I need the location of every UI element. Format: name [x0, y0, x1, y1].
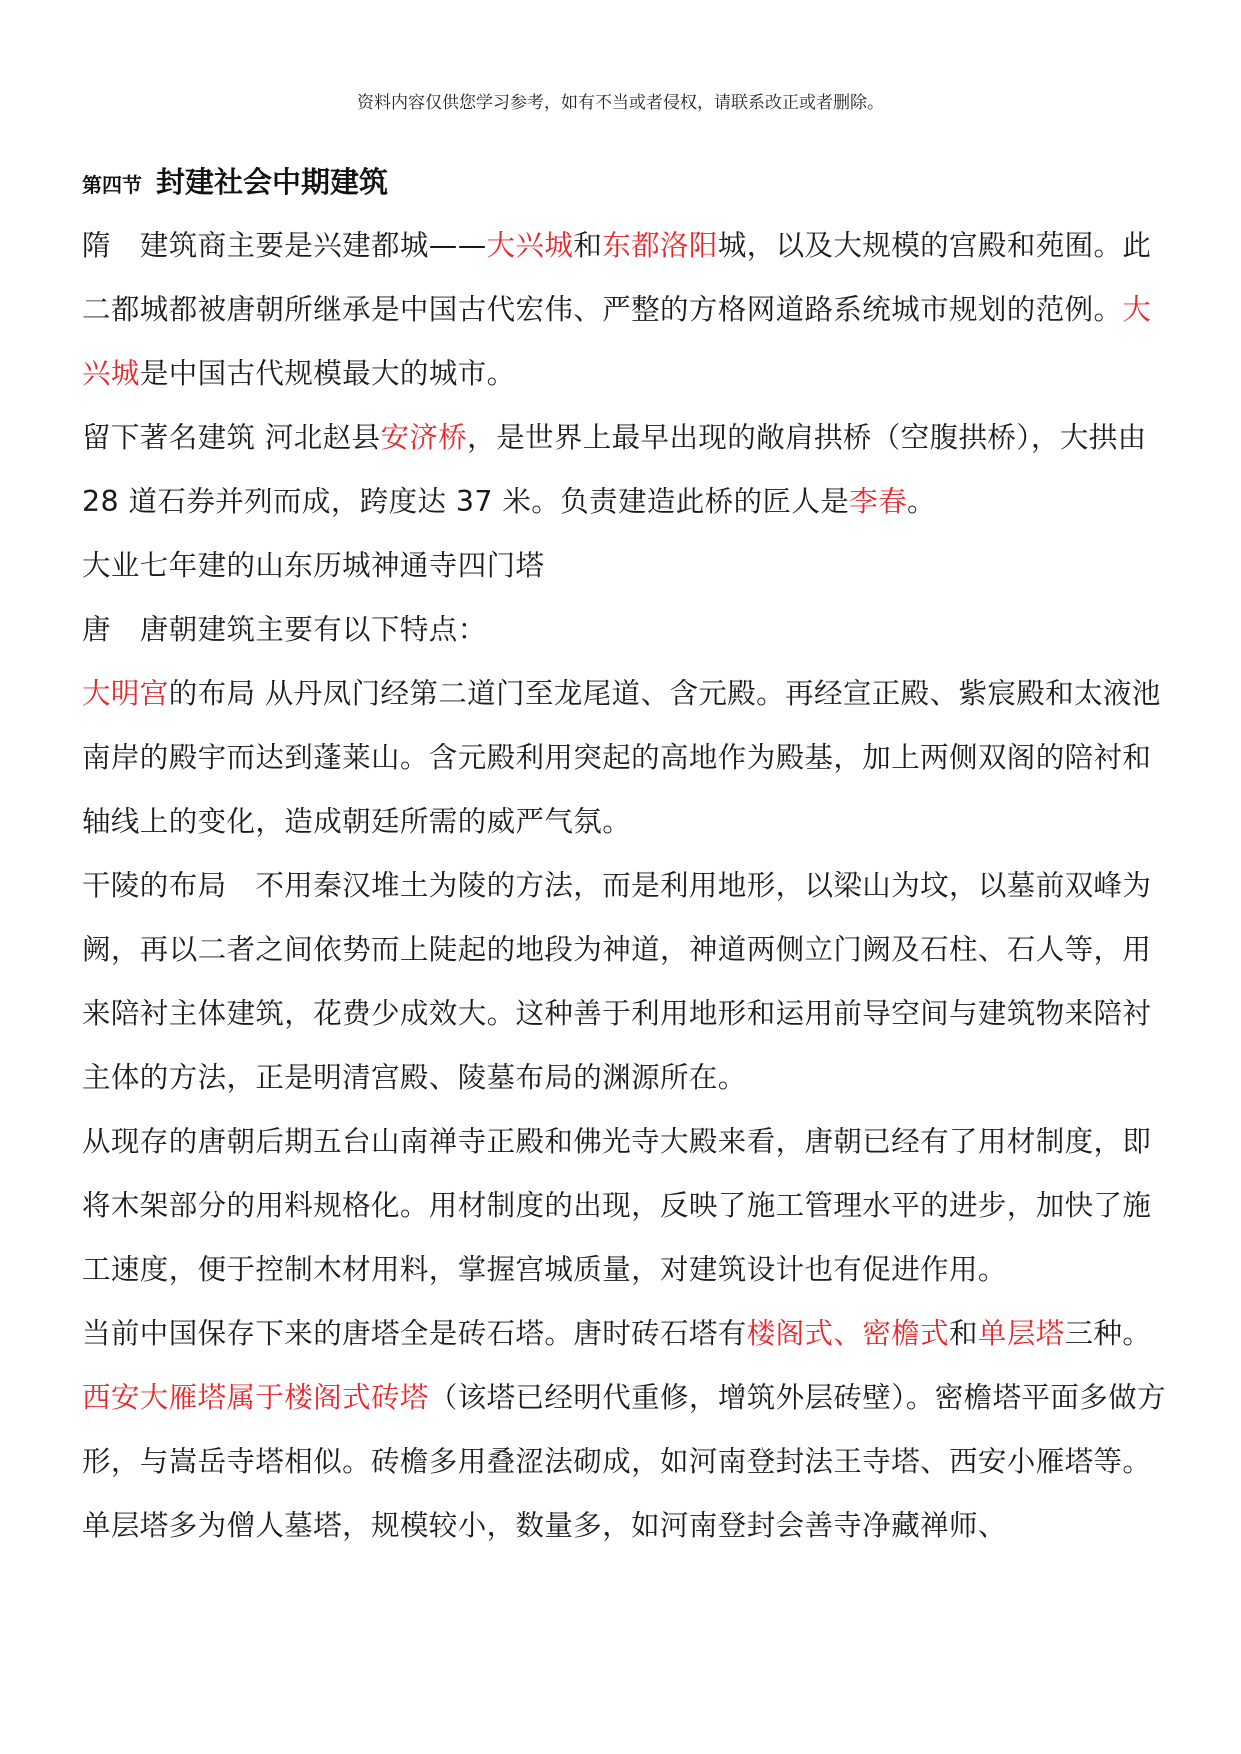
text-run: （该塔已经明代重修，增筑外层砖壁）。密檐塔平面多做方形，与嵩岳寺塔相似。砖檐多用叠涩法砌成，如河南登封法王寺塔、西安小雁塔等。单层塔多为僧人墓塔，规模较小，数量多，如河南登封会善寺净藏禅师、: [82, 1381, 1166, 1542]
text-run: 唐 唐朝建筑主要有以下特点：: [82, 613, 487, 646]
page-header-disclaimer: 资料内容仅供您学习参考，如有不当或者侵权，请联系改正或者删除。: [357, 93, 884, 113]
text-run: 是中国古代规模最大的城市。: [139, 357, 516, 390]
paragraph: [82, 1302, 1168, 1366]
highlighted-term: 楼阁式、: [746, 1317, 863, 1350]
text-run: 隋 建筑商主要是兴建都城——: [82, 229, 487, 262]
paragraph: [82, 534, 1168, 598]
highlighted-term: 大明宫: [82, 677, 169, 710]
text-run: 三种。: [1064, 1317, 1152, 1350]
paragraph: [82, 1366, 1168, 1558]
text-run: 当前中国保存下来的唐塔全是砖石塔。唐时砖石塔有: [82, 1317, 747, 1350]
highlighted-term: 西安大雁塔属于楼阁式砖塔: [82, 1381, 429, 1414]
highlighted-term: 李春: [849, 485, 908, 518]
paragraph: [82, 214, 1168, 406]
paragraph: [82, 854, 1168, 1110]
section-title: 封建社会中期建筑: [156, 165, 389, 199]
text-run: 从现存的唐朝后期五台山南禅寺正殿和佛光寺大殿来看，唐朝已经有了用材制度，即将木架部分的用料规格化。用材制度的出现，反映了施工管理水平的进步，加快了施工速度，便于控制木材用料，掌握宫城质量，对建筑设计也有促进作用。: [82, 1125, 1152, 1286]
text-run: 的布局 从丹凤门经第二道门至龙尾道、含元殿。再经宣正殿、紫宸殿和太液池南岸的殿宇而达到蓬莱山。含元殿利用突起的高地作为殿基，加上两侧双阁的陪衬和轴线上的变化，造成朝廷所需的威严气氛。: [82, 677, 1161, 838]
text-run: 和: [949, 1317, 978, 1350]
highlighted-term: 安济桥: [380, 421, 468, 454]
paragraph: [82, 1110, 1168, 1302]
paragraph: [82, 406, 1168, 534]
highlighted-term: 密檐式: [862, 1317, 950, 1350]
highlighted-term: 东都洛阳: [602, 229, 718, 262]
text-run: 和: [573, 229, 603, 262]
section-number: 第四节: [82, 173, 142, 197]
paragraph: [82, 598, 1168, 662]
document-body: [82, 214, 1168, 1558]
highlighted-term: 大兴城: [486, 229, 574, 262]
text-run: 城，以及大规模的宫殿和苑囿。此二都城都被唐朝所继承是中国古代宏伟、严整的方格网道路系统城市规划的范例。: [82, 229, 1152, 326]
text-run: ，是世界上最早出现的敞肩拱桥（空腹拱桥），大拱由 28 道石券并列而成，跨度达 37 米。负责建造此桥的匠人是: [82, 421, 1147, 518]
text-run: 。: [907, 485, 936, 518]
section-heading: [82, 160, 388, 201]
highlighted-term: 大兴城: [82, 293, 1152, 390]
text-run: 留下著名建筑 河北赵县: [82, 421, 381, 454]
highlighted-term: 单层塔: [977, 1317, 1065, 1350]
text-run: 干陵的布局 不用秦汉堆土为陵的方法，而是利用地形，以梁山为坟，以墓前双峰为阙，再以二者之间依势而上陡起的地段为神道，神道两侧立门阙及石柱、石人等，用来陪衬主体建筑，花费少成效大。这种善于利用地形和运用前导空间与建筑物来陪衬主体的方法，正是明清宫殿、陵墓布局的渊源所在。: [82, 869, 1152, 1094]
paragraph: [82, 662, 1168, 854]
text-run: 大业七年建的山东历城神通寺四门塔: [82, 549, 545, 582]
